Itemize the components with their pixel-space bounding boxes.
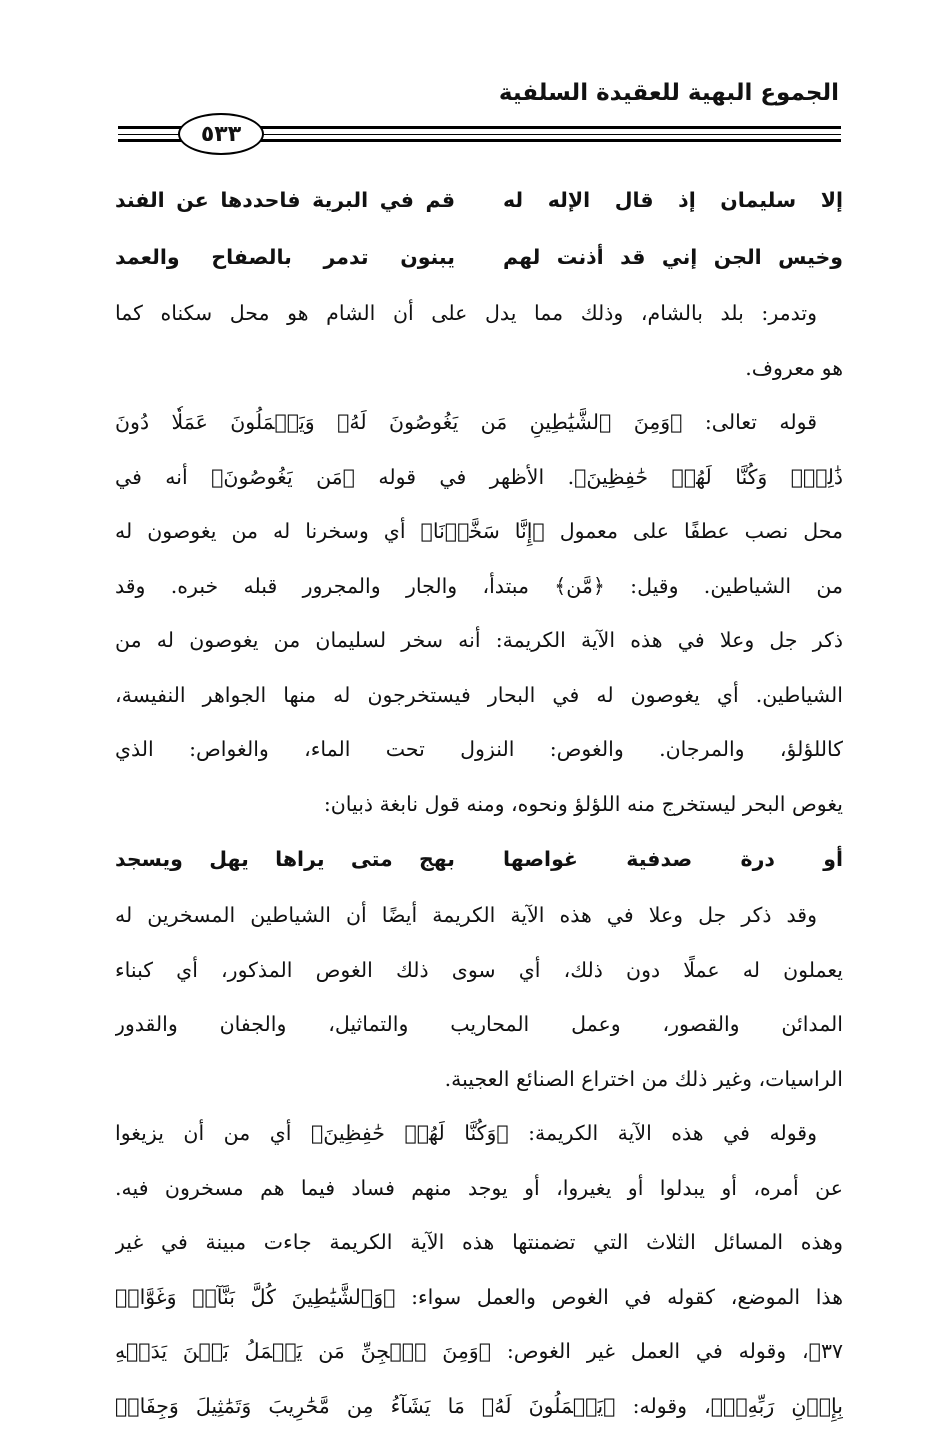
text-line: بِإِذۡنِ رَبِّهِۦۖ﴾، وقوله: ﴿يَعۡمَلُونَ لَهُۥ مَا يَشَآءُ مِن مَّحَٰرِيبَ وَتَمَٰثِيلَ وَجِفَانٖ: [115, 1379, 843, 1433]
running-title: الجموع البهية للعقيدة السلفية: [499, 80, 839, 106]
text-line: ذَٰلِكَۖ وَكُنَّا لَهُمۡ حَٰفِظِينَ﴾. الأظهر في قوله ﴿مَن يَغُوصُونَ﴾ أنه في: [115, 450, 843, 505]
text-line: قوله تعالى: ﴿وَمِنَ ٱلشَّيَٰطِينِ مَن يَغُوصُونَ لَهُۥ وَيَعۡمَلُونَ عَمَلٗا دُونَ: [115, 395, 843, 450]
text-line: الراسيات، وغير ذلك من اختراع الصنائع العجيبة.: [115, 1052, 843, 1107]
text-line: عن أمره، أو يبدلوا أو يغيروا، أو يوجد منهم فساد فيما هم مسخرون فيه.: [115, 1161, 843, 1216]
verse-second-hemistich: يبنون تدمر بالصفاح والعمد: [115, 229, 455, 286]
text-line: وهذه المسائل الثلاث التي تضمنتها هذه الآية الكريمة جاءت مبينة في غير: [115, 1215, 843, 1270]
text-line: يعملون له عملًا دون ذلك، أي سوى ذلك الغوص المذكور، أي كبناء: [115, 943, 843, 998]
text-line: هذا الموضع، كقوله في الغوص والعمل سواء: ﴿وَٱلشَّيَٰطِينَ كُلَّ بَنَّآءٖ وَغَوَّاصٖ: [115, 1270, 843, 1325]
verse-first-hemistich: وخيس الجن إني قد أذنت لهم: [503, 229, 843, 286]
page-number: ٥٣٣: [178, 113, 264, 155]
text-line: وتدمر: بلد بالشام، وذلك مما يدل على أن الشام هو محل سكناه كما: [115, 286, 843, 341]
text-line: هو معروف.: [115, 341, 843, 396]
text-line: وقد ذكر جل وعلا في هذه الآية الكريمة أيضًا أن الشياطين المسخرين له: [115, 888, 843, 943]
text-line: المدائن والقصور، وعمل المحاريب والتماثيل، والجفان والقدور: [115, 997, 843, 1052]
poetry-verse: [115, 172, 843, 229]
verse-second-hemistich: بهج متى يراها يهل ويسجد: [115, 831, 455, 888]
page-body: [115, 172, 843, 1433]
text-line: ذكر جل وعلا في هذه الآية الكريمة: أنه سخر لسليمان من يغوصون له من: [115, 613, 843, 668]
text-line: من الشياطين. وقيل: ﴿مَّن﴾ مبتدأ، والجار والمجرور قبله خبره. وقد: [115, 559, 843, 614]
poetry-verse: [115, 831, 843, 888]
text-line: يغوص البحر ليستخرج منه اللؤلؤ ونحوه، ومنه قول نابغة ذبيان:: [115, 777, 843, 832]
text-line: كاللؤلؤ، والمرجان. والغوص: النزول تحت الماء، والغواص: الذي: [115, 722, 843, 777]
poetry-verse: [115, 229, 843, 286]
text-line: الشياطين. أي يغوصون له في البحار فيستخرجون له منها الجواهر النفيسة،: [115, 668, 843, 723]
verse-first-hemistich: إلا سليمان إذ قال الإله له: [503, 172, 843, 229]
text-line: ٣٧﴾، وقوله في العمل غير الغوص: ﴿وَمِنَ ٱلۡجِنِّ مَن يَعۡمَلُ بَيۡنَ يَدَيۡهِ: [115, 1324, 843, 1379]
text-line: وقوله في هذه الآية الكريمة: ﴿وَكُنَّا لَهُمۡ حَٰفِظِينَ﴾ أي من أن يزيغوا: [115, 1106, 843, 1161]
verse-first-hemistich: أو درة صدفية غواصها: [503, 831, 843, 888]
verse-second-hemistich: قم في البرية فاحددها عن الفند: [115, 172, 455, 229]
text-line: محل نصب عطفًا على معمول ﴿إِنَّا سَخَّرۡنَا﴾ أي وسخرنا له من يغوصون له: [115, 504, 843, 559]
